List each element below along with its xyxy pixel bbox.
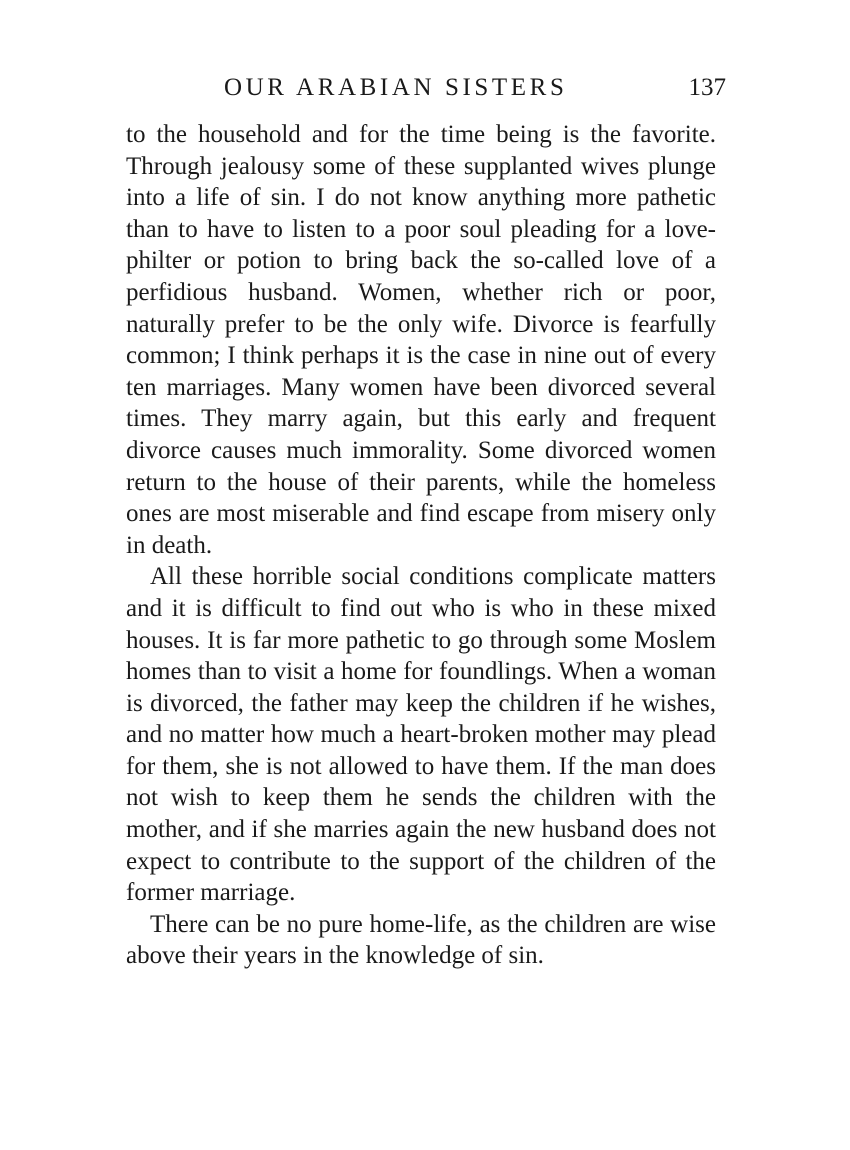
paragraph-continued: to the household and for the time being is the favorite. Through jealousy some of these supplanted wives plunge into a life of sin. I do not know anything more pathetic than to have to listen to a poor soul pleading for a love-philter or potion to bring back the so-called love of a perfidious husband. Women, whether rich or poor, naturally prefer to be the only wife. Divorce is fearfully common; I think perhaps it is the case in nine out of every ten marriages. Many women have been divorced several times. They marry again, but this early and frequent divorce causes much immorality. Some divorced women return to the house of their parents, while the homeless ones are most miserable and find escape from misery only in death. <box>126 121 716 559</box>
paragraph-home-life: There can be no pure home-life, as the children are wise above their years in the knowledge of sin. <box>126 910 716 970</box>
paragraph-social-conditions: All these horrible social conditions complicate matters and it is difficult to find out who is who in these mixed houses. It is far more pathetic to go through some Moslem homes than to visit a home for foundlings. When a woman is divorced, the father may keep the children if he wishes, and no matter how much a heart-broken mother may plead for them, she is not allowed to have them. If the man does not wish to keep them he sends the children with the mother, and if she marries again the new husband does not expect to contribute to the support of the children of the former marriage. <box>126 563 716 907</box>
running-head <box>126 68 726 108</box>
body-text <box>126 119 716 972</box>
running-title: OUR ARABIAN SISTERS <box>224 74 568 101</box>
page-number: 137 <box>688 74 726 101</box>
